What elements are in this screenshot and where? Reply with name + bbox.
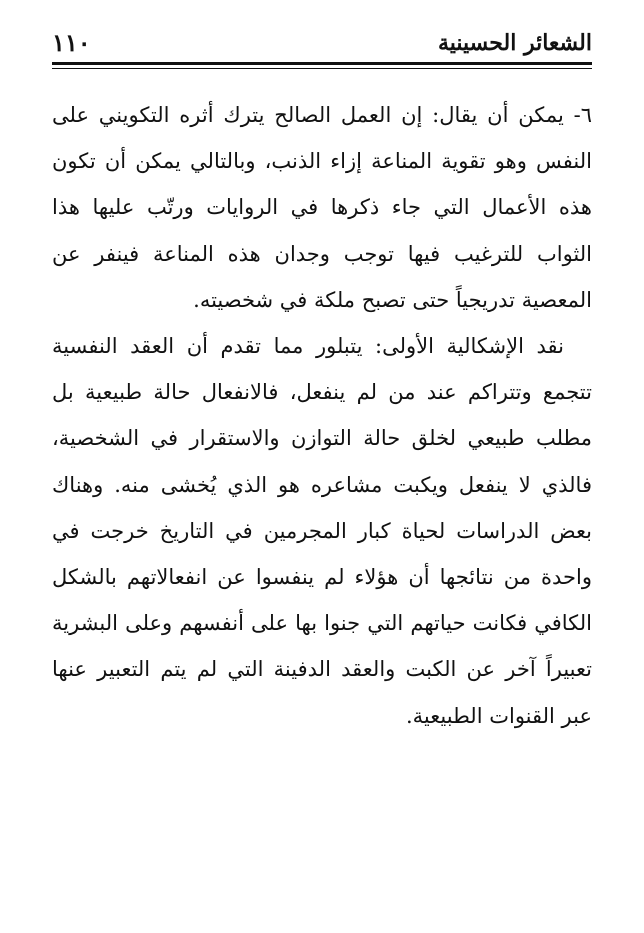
running-title: الشعائر الحسينية — [437, 30, 592, 56]
header-rule-thin — [52, 68, 592, 69]
body-text — [52, 92, 592, 739]
paragraph-critique: نقد الإشكالية الأولى: يتبلور مما تقدم أن العقد النفسية تتجمع وتتراكم عند من لم ينفعل، فالانفعال حالة طبيعية بل مطلب طبيعي لخلق حالة التوازن والاستقرار في الشخصية، فالذي لا ينفعل ويكبت مشاعره هو الذي يُخشى منه. وهناك بعض الدراسات لحياة كبار المجرمين في التاريخ خرجت في واحدة من نتائجها أن هؤلاء لم ينفسوا عن انفعالاتهم بالشكل الكافي فكانت حياتهم التي جنوا بها على أنفسهم وعلى البشرية تعبيراً آخر عن الكبت والعقد الدفينة التي لم يتم التعبير عنها عبر القنوات الطبيعية. — [52, 334, 592, 728]
page-number: ١١٠ — [52, 28, 91, 57]
paragraph-point-6: ٦- يمكن أن يقال: إن العمل الصالح يترك أثره التكويني على النفس وهو تقوية المناعة إزاء الذنب، وبالتالي يمكن أن تكون هذه الأعمال التي جاء ذكرها في الروايات ورتّب عليها هذا الثواب للترغيب فيها توجب وجدان هذه المناعة فينفر عن المعصية تدريجياً حتى تصبح ملكة في شخصيته. — [52, 103, 592, 312]
header-rule-thick — [52, 62, 592, 65]
running-header — [52, 28, 592, 62]
